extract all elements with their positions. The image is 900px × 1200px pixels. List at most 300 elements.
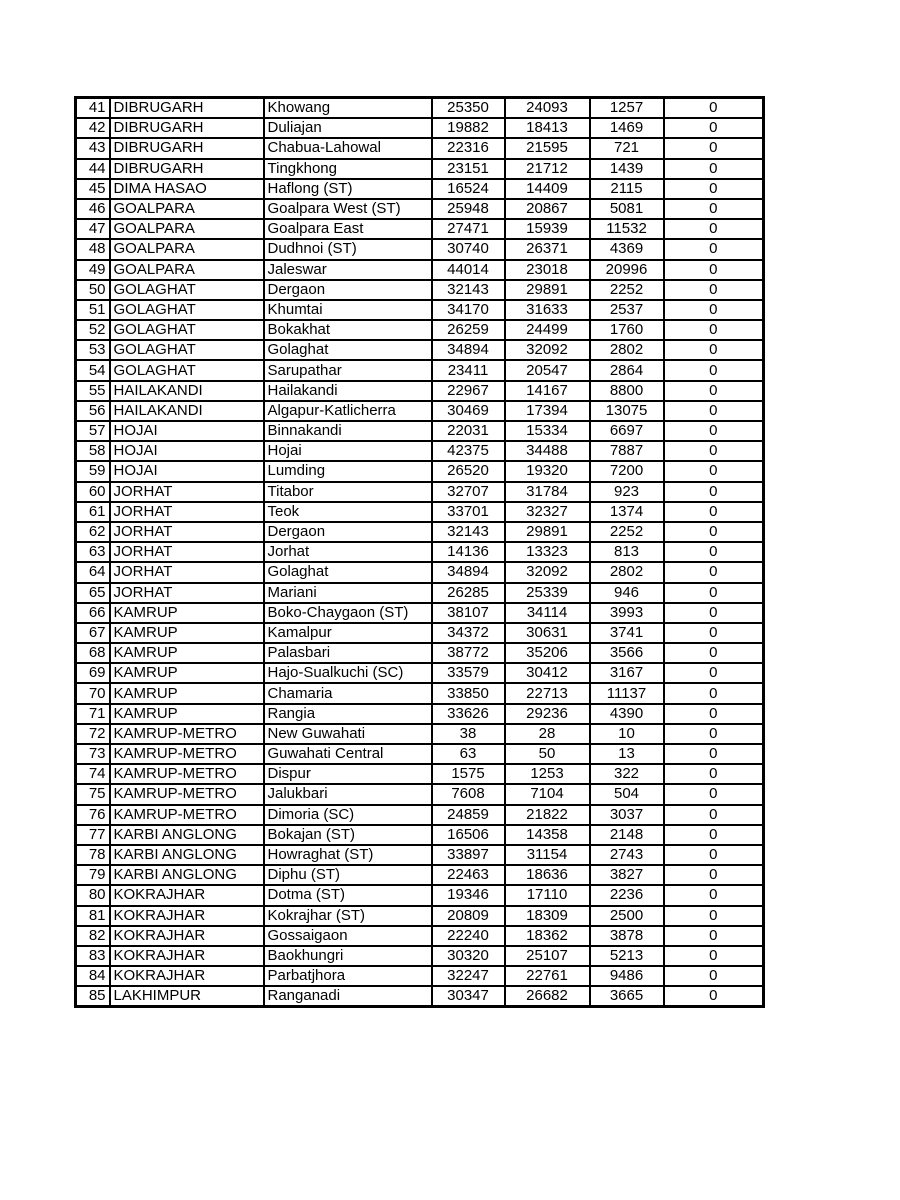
district-cell: GOLAGHAT <box>110 340 264 360</box>
table-row <box>76 583 764 603</box>
district-cell: KOKRAJHAR <box>110 926 264 946</box>
district-cell: DIMA HASAO <box>110 179 264 199</box>
value-4-cell: 0 <box>664 199 764 219</box>
district-cell: KAMRUP-METRO <box>110 784 264 804</box>
value-4-cell: 0 <box>664 280 764 300</box>
constituency-cell: Bokajan (ST) <box>264 825 432 845</box>
value-1-cell: 32143 <box>432 280 505 300</box>
serial-number-cell: 84 <box>76 966 110 986</box>
value-3-cell: 3037 <box>590 805 664 825</box>
value-3-cell: 13 <box>590 744 664 764</box>
value-3-cell: 2743 <box>590 845 664 865</box>
value-3-cell: 2537 <box>590 300 664 320</box>
constituency-cell: Howraghat (ST) <box>264 845 432 865</box>
district-cell: JORHAT <box>110 502 264 522</box>
value-3-cell: 3878 <box>590 926 664 946</box>
value-4-cell: 0 <box>664 320 764 340</box>
value-3-cell: 10 <box>590 724 664 744</box>
district-cell: DIBRUGARH <box>110 98 264 119</box>
value-1-cell: 30320 <box>432 946 505 966</box>
constituency-cell: Goalpara West (ST) <box>264 199 432 219</box>
value-4-cell: 0 <box>664 461 764 481</box>
value-4-cell: 0 <box>664 421 764 441</box>
value-4-cell: 0 <box>664 805 764 825</box>
constituency-cell: Teok <box>264 502 432 522</box>
value-2-cell: 18413 <box>505 118 590 138</box>
constituency-cell: Ranganadi <box>264 986 432 1007</box>
value-4-cell: 0 <box>664 179 764 199</box>
constituency-cell: Bokakhat <box>264 320 432 340</box>
value-2-cell: 32092 <box>505 562 590 582</box>
value-1-cell: 30469 <box>432 401 505 421</box>
value-2-cell: 20867 <box>505 199 590 219</box>
value-4-cell: 0 <box>664 704 764 724</box>
district-cell: DIBRUGARH <box>110 118 264 138</box>
table-row <box>76 300 764 320</box>
table-row <box>76 663 764 683</box>
value-4-cell: 0 <box>664 482 764 502</box>
value-4-cell: 0 <box>664 219 764 239</box>
value-2-cell: 7104 <box>505 784 590 804</box>
value-1-cell: 19346 <box>432 885 505 905</box>
value-4-cell: 0 <box>664 966 764 986</box>
serial-number-cell: 59 <box>76 461 110 481</box>
table-row <box>76 98 764 119</box>
value-4-cell: 0 <box>664 522 764 542</box>
value-1-cell: 30740 <box>432 239 505 259</box>
value-1-cell: 22967 <box>432 381 505 401</box>
constituency-cell: Golaghat <box>264 340 432 360</box>
district-cell: DIBRUGARH <box>110 159 264 179</box>
value-3-cell: 923 <box>590 482 664 502</box>
district-cell: KAMRUP-METRO <box>110 805 264 825</box>
serial-number-cell: 82 <box>76 926 110 946</box>
value-1-cell: 24859 <box>432 805 505 825</box>
constituency-cell: Palasbari <box>264 643 432 663</box>
value-3-cell: 2802 <box>590 562 664 582</box>
district-cell: GOALPARA <box>110 260 264 280</box>
value-1-cell: 34170 <box>432 300 505 320</box>
value-3-cell: 13075 <box>590 401 664 421</box>
value-3-cell: 2236 <box>590 885 664 905</box>
value-1-cell: 25350 <box>432 98 505 119</box>
value-1-cell: 34894 <box>432 340 505 360</box>
table-row <box>76 764 764 784</box>
district-cell: HOJAI <box>110 461 264 481</box>
value-4-cell: 0 <box>664 643 764 663</box>
constituency-cell: Gossaigaon <box>264 926 432 946</box>
constituency-cell: Binnakandi <box>264 421 432 441</box>
value-2-cell: 17394 <box>505 401 590 421</box>
constituency-cell: Golaghat <box>264 562 432 582</box>
value-3-cell: 2802 <box>590 340 664 360</box>
value-1-cell: 34372 <box>432 623 505 643</box>
value-3-cell: 2500 <box>590 906 664 926</box>
value-2-cell: 25107 <box>505 946 590 966</box>
table-row <box>76 199 764 219</box>
serial-number-cell: 69 <box>76 663 110 683</box>
serial-number-cell: 63 <box>76 542 110 562</box>
value-4-cell: 0 <box>664 906 764 926</box>
serial-number-cell: 48 <box>76 239 110 259</box>
value-4-cell: 0 <box>664 603 764 623</box>
value-4-cell: 0 <box>664 946 764 966</box>
value-4-cell: 0 <box>664 986 764 1007</box>
value-1-cell: 14136 <box>432 542 505 562</box>
constituency-cell: Goalpara East <box>264 219 432 239</box>
table-row <box>76 401 764 421</box>
value-2-cell: 29891 <box>505 522 590 542</box>
district-cell: KARBI ANGLONG <box>110 865 264 885</box>
constituency-cell: Chamaria <box>264 683 432 703</box>
constituency-cell: New Guwahati <box>264 724 432 744</box>
district-cell: JORHAT <box>110 522 264 542</box>
serial-number-cell: 78 <box>76 845 110 865</box>
value-2-cell: 31154 <box>505 845 590 865</box>
constituency-cell: Dergaon <box>264 280 432 300</box>
value-4-cell: 0 <box>664 260 764 280</box>
serial-number-cell: 74 <box>76 764 110 784</box>
value-2-cell: 23018 <box>505 260 590 280</box>
value-2-cell: 19320 <box>505 461 590 481</box>
constituency-cell: Jalukbari <box>264 784 432 804</box>
value-1-cell: 38107 <box>432 603 505 623</box>
district-cell: KARBI ANGLONG <box>110 845 264 865</box>
table-row <box>76 360 764 380</box>
district-cell: HAILAKANDI <box>110 381 264 401</box>
value-4-cell: 0 <box>664 98 764 119</box>
value-3-cell: 3665 <box>590 986 664 1007</box>
data-table <box>74 96 765 1008</box>
serial-number-cell: 83 <box>76 946 110 966</box>
district-cell: KOKRAJHAR <box>110 946 264 966</box>
serial-number-cell: 71 <box>76 704 110 724</box>
constituency-cell: Hailakandi <box>264 381 432 401</box>
value-1-cell: 16506 <box>432 825 505 845</box>
value-3-cell: 4390 <box>590 704 664 724</box>
value-3-cell: 4369 <box>590 239 664 259</box>
constituency-cell: Haflong (ST) <box>264 179 432 199</box>
value-4-cell: 0 <box>664 865 764 885</box>
table-row <box>76 118 764 138</box>
constituency-cell: Tingkhong <box>264 159 432 179</box>
value-4-cell: 0 <box>664 118 764 138</box>
serial-number-cell: 60 <box>76 482 110 502</box>
value-4-cell: 0 <box>664 885 764 905</box>
table-row <box>76 522 764 542</box>
value-1-cell: 26285 <box>432 583 505 603</box>
constituency-cell: Jorhat <box>264 542 432 562</box>
constituency-cell: Mariani <box>264 583 432 603</box>
value-1-cell: 26520 <box>432 461 505 481</box>
value-1-cell: 1575 <box>432 764 505 784</box>
value-3-cell: 5081 <box>590 199 664 219</box>
value-2-cell: 15334 <box>505 421 590 441</box>
table-row <box>76 885 764 905</box>
serial-number-cell: 49 <box>76 260 110 280</box>
value-4-cell: 0 <box>664 340 764 360</box>
value-1-cell: 19882 <box>432 118 505 138</box>
table-row <box>76 623 764 643</box>
value-3-cell: 721 <box>590 138 664 158</box>
table-row <box>76 542 764 562</box>
value-3-cell: 504 <box>590 784 664 804</box>
constituency-cell: Chabua-Lahowal <box>264 138 432 158</box>
value-2-cell: 18309 <box>505 906 590 926</box>
value-1-cell: 32143 <box>432 522 505 542</box>
district-cell: KAMRUP <box>110 623 264 643</box>
value-2-cell: 28 <box>505 724 590 744</box>
table-row <box>76 482 764 502</box>
value-1-cell: 22463 <box>432 865 505 885</box>
serial-number-cell: 54 <box>76 360 110 380</box>
value-4-cell: 0 <box>664 300 764 320</box>
value-3-cell: 1257 <box>590 98 664 119</box>
district-cell: JORHAT <box>110 562 264 582</box>
district-cell: KAMRUP-METRO <box>110 724 264 744</box>
value-2-cell: 24093 <box>505 98 590 119</box>
constituency-cell: Guwahati Central <box>264 744 432 764</box>
value-3-cell: 3566 <box>590 643 664 663</box>
value-4-cell: 0 <box>664 502 764 522</box>
serial-number-cell: 46 <box>76 199 110 219</box>
district-cell: HOJAI <box>110 441 264 461</box>
value-2-cell: 32327 <box>505 502 590 522</box>
value-2-cell: 22713 <box>505 683 590 703</box>
table-row <box>76 704 764 724</box>
table-row <box>76 643 764 663</box>
value-3-cell: 20996 <box>590 260 664 280</box>
constituency-cell: Duliajan <box>264 118 432 138</box>
value-4-cell: 0 <box>664 562 764 582</box>
serial-number-cell: 73 <box>76 744 110 764</box>
serial-number-cell: 57 <box>76 421 110 441</box>
constituency-cell: Rangia <box>264 704 432 724</box>
district-cell: GOALPARA <box>110 199 264 219</box>
value-4-cell: 0 <box>664 683 764 703</box>
value-3-cell: 946 <box>590 583 664 603</box>
value-2-cell: 14167 <box>505 381 590 401</box>
constituency-cell: Algapur-Katlicherra <box>264 401 432 421</box>
constituency-cell: Dudhnoi (ST) <box>264 239 432 259</box>
value-1-cell: 63 <box>432 744 505 764</box>
value-3-cell: 3993 <box>590 603 664 623</box>
value-3-cell: 1374 <box>590 502 664 522</box>
value-3-cell: 9486 <box>590 966 664 986</box>
district-cell: LAKHIMPUR <box>110 986 264 1007</box>
constituency-cell: Jaleswar <box>264 260 432 280</box>
value-2-cell: 34114 <box>505 603 590 623</box>
value-4-cell: 0 <box>664 159 764 179</box>
value-1-cell: 33897 <box>432 845 505 865</box>
district-cell: KAMRUP <box>110 683 264 703</box>
value-1-cell: 33626 <box>432 704 505 724</box>
table-row <box>76 986 764 1007</box>
constituency-cell: Dispur <box>264 764 432 784</box>
serial-number-cell: 44 <box>76 159 110 179</box>
table-row <box>76 603 764 623</box>
table-row <box>76 219 764 239</box>
serial-number-cell: 77 <box>76 825 110 845</box>
value-3-cell: 1760 <box>590 320 664 340</box>
serial-number-cell: 70 <box>76 683 110 703</box>
value-2-cell: 17110 <box>505 885 590 905</box>
serial-number-cell: 58 <box>76 441 110 461</box>
value-1-cell: 20809 <box>432 906 505 926</box>
serial-number-cell: 62 <box>76 522 110 542</box>
value-3-cell: 3741 <box>590 623 664 643</box>
constituency-cell: Baokhungri <box>264 946 432 966</box>
district-cell: KAMRUP <box>110 663 264 683</box>
serial-number-cell: 79 <box>76 865 110 885</box>
constituency-cell: Hajo-Sualkuchi (SC) <box>264 663 432 683</box>
district-cell: HOJAI <box>110 421 264 441</box>
district-cell: GOLAGHAT <box>110 280 264 300</box>
value-3-cell: 3827 <box>590 865 664 885</box>
serial-number-cell: 47 <box>76 219 110 239</box>
serial-number-cell: 85 <box>76 986 110 1007</box>
table-row <box>76 946 764 966</box>
value-3-cell: 2864 <box>590 360 664 380</box>
district-cell: KAMRUP-METRO <box>110 764 264 784</box>
value-1-cell: 33579 <box>432 663 505 683</box>
value-2-cell: 34488 <box>505 441 590 461</box>
value-4-cell: 0 <box>664 583 764 603</box>
table-row <box>76 502 764 522</box>
value-3-cell: 8800 <box>590 381 664 401</box>
value-1-cell: 34894 <box>432 562 505 582</box>
district-cell: GOLAGHAT <box>110 320 264 340</box>
value-4-cell: 0 <box>664 825 764 845</box>
table-row <box>76 784 764 804</box>
table-row <box>76 562 764 582</box>
serial-number-cell: 72 <box>76 724 110 744</box>
table-body <box>76 98 764 1007</box>
constituency-cell: Dotma (ST) <box>264 885 432 905</box>
serial-number-cell: 52 <box>76 320 110 340</box>
value-4-cell: 0 <box>664 441 764 461</box>
district-cell: KAMRUP <box>110 704 264 724</box>
value-2-cell: 21822 <box>505 805 590 825</box>
value-2-cell: 21712 <box>505 159 590 179</box>
value-2-cell: 21595 <box>505 138 590 158</box>
value-2-cell: 30631 <box>505 623 590 643</box>
serial-number-cell: 80 <box>76 885 110 905</box>
value-3-cell: 2252 <box>590 280 664 300</box>
serial-number-cell: 50 <box>76 280 110 300</box>
value-2-cell: 29236 <box>505 704 590 724</box>
value-2-cell: 31633 <box>505 300 590 320</box>
value-3-cell: 11532 <box>590 219 664 239</box>
value-2-cell: 18636 <box>505 865 590 885</box>
district-cell: HAILAKANDI <box>110 401 264 421</box>
serial-number-cell: 68 <box>76 643 110 663</box>
serial-number-cell: 51 <box>76 300 110 320</box>
value-2-cell: 22761 <box>505 966 590 986</box>
constituency-cell: Kamalpur <box>264 623 432 643</box>
district-cell: GOALPARA <box>110 219 264 239</box>
value-4-cell: 0 <box>664 784 764 804</box>
serial-number-cell: 76 <box>76 805 110 825</box>
value-2-cell: 20547 <box>505 360 590 380</box>
value-2-cell: 32092 <box>505 340 590 360</box>
value-1-cell: 27471 <box>432 219 505 239</box>
value-2-cell: 14358 <box>505 825 590 845</box>
district-cell: KAMRUP <box>110 643 264 663</box>
constituency-cell: Hojai <box>264 441 432 461</box>
value-1-cell: 16524 <box>432 179 505 199</box>
value-1-cell: 33850 <box>432 683 505 703</box>
value-1-cell: 23411 <box>432 360 505 380</box>
constituency-cell: Khumtai <box>264 300 432 320</box>
value-3-cell: 813 <box>590 542 664 562</box>
value-4-cell: 0 <box>664 724 764 744</box>
district-cell: KOKRAJHAR <box>110 885 264 905</box>
table-row <box>76 906 764 926</box>
value-3-cell: 322 <box>590 764 664 784</box>
constituency-cell: Sarupathar <box>264 360 432 380</box>
serial-number-cell: 43 <box>76 138 110 158</box>
table-row <box>76 138 764 158</box>
value-3-cell: 1469 <box>590 118 664 138</box>
value-1-cell: 22240 <box>432 926 505 946</box>
table-row <box>76 683 764 703</box>
constituency-cell: Titabor <box>264 482 432 502</box>
value-2-cell: 50 <box>505 744 590 764</box>
value-2-cell: 35206 <box>505 643 590 663</box>
value-1-cell: 44014 <box>432 260 505 280</box>
serial-number-cell: 64 <box>76 562 110 582</box>
value-1-cell: 22316 <box>432 138 505 158</box>
value-4-cell: 0 <box>664 138 764 158</box>
value-2-cell: 31784 <box>505 482 590 502</box>
value-2-cell: 15939 <box>505 219 590 239</box>
value-2-cell: 29891 <box>505 280 590 300</box>
serial-number-cell: 61 <box>76 502 110 522</box>
serial-number-cell: 56 <box>76 401 110 421</box>
district-cell: JORHAT <box>110 542 264 562</box>
table-row <box>76 441 764 461</box>
constituency-cell: Khowang <box>264 98 432 119</box>
value-1-cell: 38 <box>432 724 505 744</box>
value-3-cell: 6697 <box>590 421 664 441</box>
value-1-cell: 42375 <box>432 441 505 461</box>
serial-number-cell: 81 <box>76 906 110 926</box>
table-row <box>76 320 764 340</box>
table-row <box>76 280 764 300</box>
district-cell: KARBI ANGLONG <box>110 825 264 845</box>
value-1-cell: 23151 <box>432 159 505 179</box>
value-3-cell: 7887 <box>590 441 664 461</box>
value-3-cell: 7200 <box>590 461 664 481</box>
value-1-cell: 30347 <box>432 986 505 1007</box>
value-1-cell: 7608 <box>432 784 505 804</box>
district-cell: KAMRUP-METRO <box>110 744 264 764</box>
constituency-cell: Dergaon <box>264 522 432 542</box>
value-4-cell: 0 <box>664 623 764 643</box>
serial-number-cell: 75 <box>76 784 110 804</box>
district-cell: JORHAT <box>110 482 264 502</box>
value-4-cell: 0 <box>664 926 764 946</box>
table-row <box>76 381 764 401</box>
serial-number-cell: 45 <box>76 179 110 199</box>
value-4-cell: 0 <box>664 401 764 421</box>
value-1-cell: 33701 <box>432 502 505 522</box>
value-4-cell: 0 <box>664 845 764 865</box>
district-cell: KOKRAJHAR <box>110 906 264 926</box>
value-2-cell: 26682 <box>505 986 590 1007</box>
table-row <box>76 724 764 744</box>
